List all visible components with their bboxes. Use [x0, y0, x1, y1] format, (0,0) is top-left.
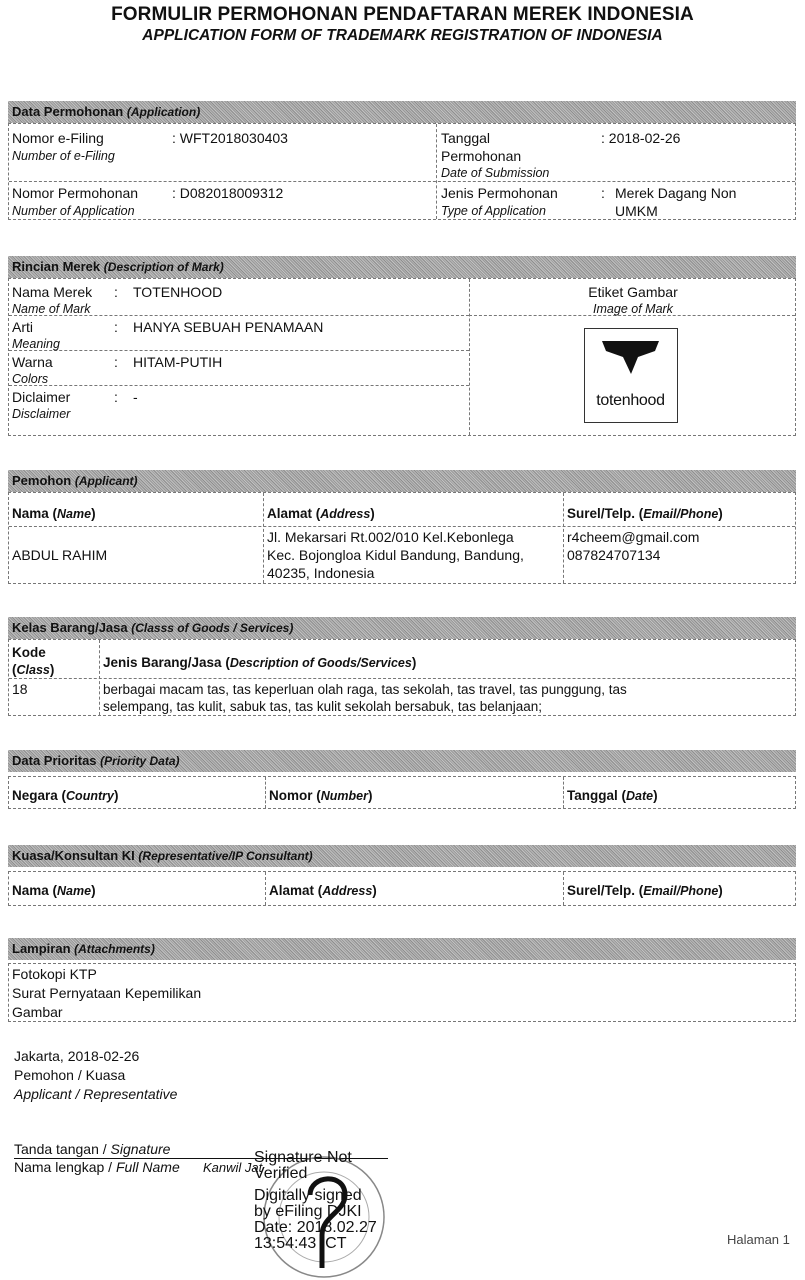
section-title-en: (Representative/IP Consultant): [138, 849, 313, 863]
stamp-line: Digitally signed: [254, 1187, 362, 1204]
col-header-code: Kode: [12, 645, 46, 660]
date-value: : 2018-02-26: [601, 130, 681, 146]
col-header-desc: Jenis Barang/Jasa (Description of Goods/Services): [103, 655, 417, 670]
type-colon: :: [601, 185, 605, 201]
applicant-table: [8, 492, 796, 584]
priority-table: [8, 776, 796, 809]
signature-label: Tanda tangan / Signature: [14, 1141, 171, 1157]
col-header-contact: Surel/Telp. (Email/Phone): [567, 883, 723, 898]
attachment-item: Fotokopi KTP: [12, 966, 97, 982]
signer-role-en: Applicant / Representative: [14, 1086, 178, 1102]
goods-class-code: 18: [12, 681, 28, 697]
fullname-value: Kanwil Jat: [203, 1160, 263, 1175]
col-header-country: Negara (Country): [12, 788, 119, 803]
efiling-label-en: Number of e-Filing: [12, 149, 115, 163]
col-header-date: Tanggal (Date): [567, 788, 658, 803]
mark-table: [8, 278, 796, 436]
type-value: Merek Dagang Non: [615, 185, 737, 201]
disclaimer-value: -: [133, 389, 138, 405]
mark-name-colon: :: [114, 284, 118, 300]
meaning-label-en: Meaning: [12, 337, 60, 351]
colors-value: HITAM-PUTIH: [133, 354, 223, 370]
application-table: [8, 123, 796, 220]
section-header-applicant: [8, 470, 796, 492]
section-header-representative: [8, 845, 796, 867]
attachment-item: Gambar: [12, 1004, 63, 1020]
type-label-en: Type of Application: [441, 204, 546, 218]
section-title: Data Prioritas: [12, 753, 97, 768]
image-label-en: Image of Mark: [593, 302, 673, 316]
section-title-en: (Application): [126, 105, 201, 119]
col-header-number: Nomor (Number): [269, 788, 373, 803]
section-header-attachments: [8, 938, 796, 960]
applicant-phone: 087824707134: [567, 547, 661, 563]
appno-label-en: Number of Application: [12, 204, 135, 218]
section-title-en: (Priority Data): [100, 754, 180, 768]
mark-name-value: TOTENHOOD: [133, 284, 223, 300]
section-title: Kuasa/Konsultan KI: [12, 848, 135, 863]
appno-value: : D082018009312: [172, 185, 284, 201]
goods-desc-line-1: berbagai macam tas, tas keperluan olah raga, tas sekolah, tas travel, tas punggung, tas: [103, 682, 627, 697]
section-title: Kelas Barang/Jasa: [12, 620, 128, 635]
efiling-label: Nomor e-Filing: [12, 130, 104, 146]
section-title: Data Permohonan: [12, 104, 124, 119]
applicant-name: ABDUL RAHIM: [12, 547, 108, 563]
section-title-en: (Applicant): [74, 474, 138, 488]
page-number: Halaman 1: [727, 1232, 790, 1247]
date-label-2: Permohonan: [441, 148, 522, 164]
applicant-email: r4cheem@gmail.com: [567, 529, 700, 545]
col-header-code-en: (Class): [12, 662, 55, 677]
colors-label: Warna: [12, 354, 53, 370]
stamp-line: 13:54:43 ICT: [254, 1235, 347, 1252]
section-title: Lampiran: [12, 941, 71, 956]
meaning-label: Arti: [12, 319, 33, 335]
signer-role: Pemohon / Kuasa: [14, 1067, 126, 1083]
applicant-address-line-3: 40235, Indonesia: [267, 565, 375, 581]
disclaimer-label-en: Disclaimer: [12, 407, 71, 421]
mark-name-label: Nama Merek: [12, 284, 93, 300]
section-header-mark: [8, 256, 796, 278]
type-value-2: UMKM: [615, 203, 658, 219]
meaning-colon: :: [114, 319, 118, 335]
goods-desc-line-2: selempang, tas kulit, sabuk tas, tas kulit sekolah bersabuk, tas belanjaan;: [103, 699, 543, 714]
form-title: FORMULIR PERMOHONAN PENDAFTARAN MEREK INDONESIA: [111, 4, 694, 25]
section-header-priority: [8, 750, 796, 772]
fullname-label: Nama lengkap / Full Name: [14, 1159, 180, 1175]
section-header-application: [8, 101, 796, 123]
section-title: Rincian Merek: [12, 259, 101, 274]
date-label-en: Date of Submission: [441, 166, 550, 180]
form-subtitle: APPLICATION FORM OF TRADEMARK REGISTRATION OF INDONESIA: [142, 27, 663, 44]
applicant-address-line-2: Kec. Bojongloa Kidul Bandung, Bandung,: [267, 547, 524, 563]
colors-colon: :: [114, 354, 118, 370]
section-header-goods: [8, 617, 796, 639]
date-label: Tanggal: [441, 130, 491, 146]
stamp-line: Verified: [254, 1165, 308, 1182]
section-title: Pemohon: [12, 473, 72, 488]
col-header-address: Alamat (Address): [269, 883, 377, 898]
colors-label-en: Colors: [12, 372, 49, 386]
attachments-list: [8, 963, 796, 1022]
place-date: Jakarta, 2018-02-26: [14, 1048, 140, 1064]
representative-table: [8, 871, 796, 906]
goods-table: [8, 639, 796, 716]
type-label: Jenis Permohonan: [441, 185, 558, 201]
mark-name-label-en: Name of Mark: [12, 302, 91, 316]
disclaimer-label: Diclaimer: [12, 389, 71, 405]
appno-label: Nomor Permohonan: [12, 185, 139, 201]
logo-text: totenhood: [596, 392, 665, 409]
attachment-item: Surat Pernyataan Kepemilikan: [12, 985, 202, 1001]
col-header-name: Nama (Name): [12, 506, 96, 521]
stamp-line: Date: 2018.02.27: [254, 1219, 377, 1236]
image-label: Etiket Gambar: [588, 284, 678, 300]
section-title-en: (Classs of Goods / Services): [131, 621, 294, 635]
meaning-value: HANYA SEBUAH PENAMAAN: [133, 319, 324, 335]
applicant-address-line-1: Jl. Mekarsari Rt.002/010 Kel.Kebonlega: [267, 529, 514, 545]
col-header-address: Alamat (Address): [267, 506, 375, 521]
disclaimer-colon: :: [114, 389, 118, 405]
stamp-line: by eFiling DJKI: [254, 1203, 362, 1220]
logo-mark-icon: [585, 329, 676, 389]
section-title-en: (Attachments): [74, 942, 155, 956]
col-header-contact: Surel/Telp. (Email/Phone): [567, 506, 723, 521]
mark-logo-image: [584, 328, 678, 423]
stamp-line: Signature Not: [254, 1149, 352, 1166]
col-header-name: Nama (Name): [12, 883, 96, 898]
digital-signature-stamp: [254, 1150, 377, 1252]
section-title-en: (Description of Mark): [103, 260, 224, 274]
efiling-value: : WFT2018030403: [172, 130, 288, 146]
